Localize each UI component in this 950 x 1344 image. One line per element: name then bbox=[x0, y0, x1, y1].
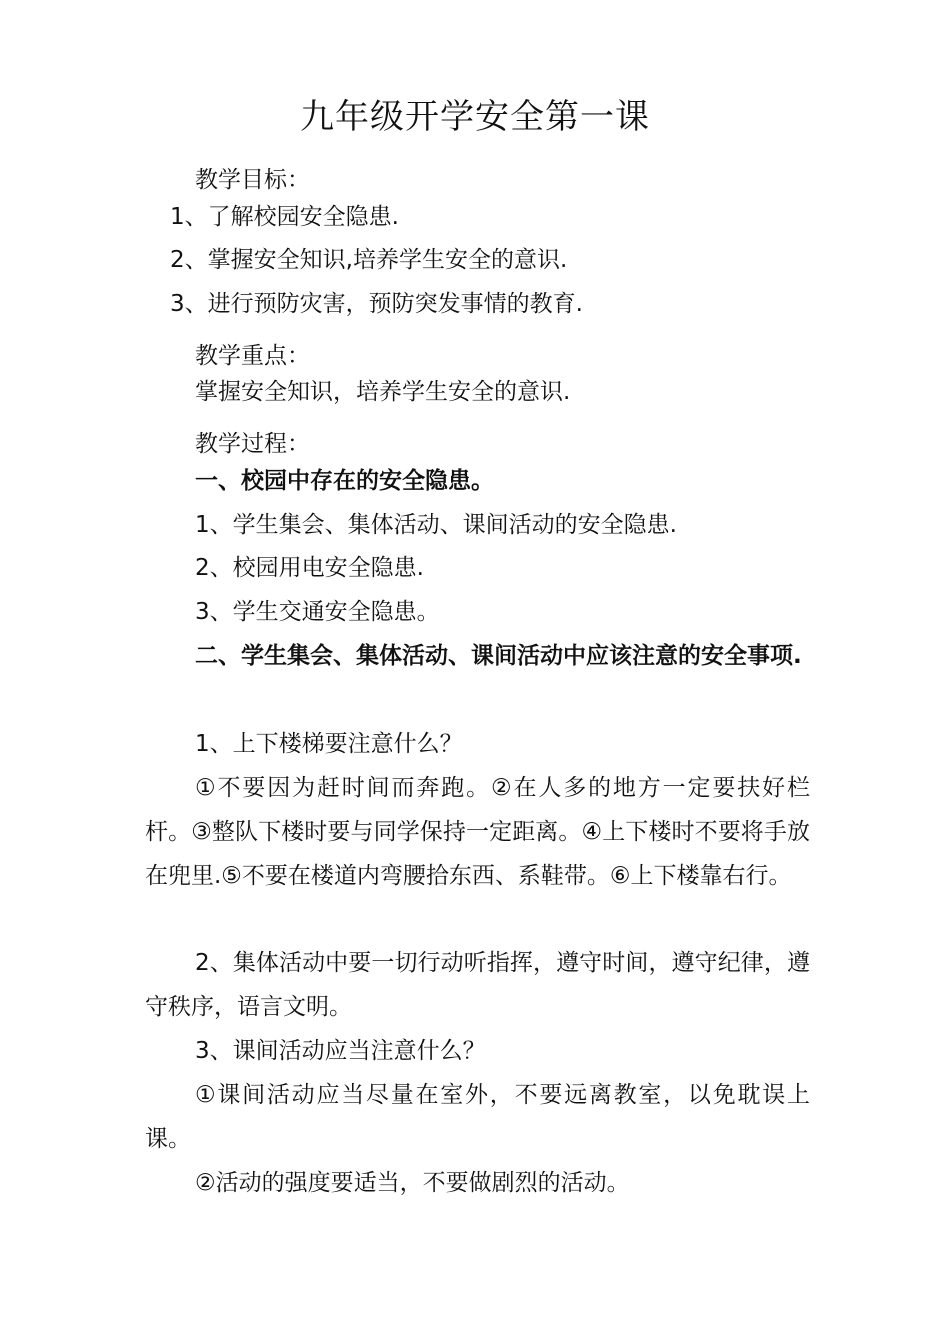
section-2-heading: 二、学生集会、集体活动、课间活动中应该注意的安全事项. bbox=[195, 643, 802, 669]
answer-3-part-2: ②活动的强度要适当，不要做剧烈的活动。 bbox=[195, 1170, 630, 1196]
objective-item: 1、了解校园安全隐患. bbox=[170, 204, 399, 230]
key-points-text: 掌握安全知识，培养学生安全的意识. bbox=[195, 379, 571, 405]
page-title: 九年级开学安全第一课 bbox=[300, 97, 650, 137]
question-3: 3、课间活动应当注意什么？ bbox=[195, 1038, 486, 1064]
section-1-item: 1、学生集会、集体活动、课间活动的安全隐患. bbox=[195, 512, 677, 538]
section-1-heading: 一、校园中存在的安全隐患。 bbox=[195, 468, 494, 494]
section-1-item: 2、校园用电安全隐患. bbox=[195, 555, 424, 581]
objectives-heading: 教学目标： bbox=[195, 167, 310, 193]
question-2: 2、集体活动中要一切行动听指挥，遵守时间，遵守纪律，遵守秩序，语言文明。 bbox=[145, 950, 810, 1020]
key-points-heading: 教学重点： bbox=[195, 343, 310, 369]
process-heading: 教学过程： bbox=[195, 431, 310, 457]
question-1: 1、上下楼梯要注意什么？ bbox=[195, 731, 463, 757]
section-1-item: 3、学生交通安全隐患。 bbox=[195, 599, 440, 625]
answer-1: ①不要因为赶时间而奔跑。②在人多的地方一定要扶好栏杆。③整队下楼时要与同学保持一定距离。④上下楼时不要将手放在兜里.⑤不要在楼道内弯腰拾东西、系鞋带。⑥上下楼靠右行。 bbox=[145, 775, 810, 889]
answer-3-part-1: ①课间活动应当尽量在室外，不要远离教室，以免耽误上课。 bbox=[145, 1082, 810, 1152]
objective-item: 3、进行预防灾害，预防突发事情的教育. bbox=[170, 291, 583, 317]
objective-item: 2、掌握安全知识,培养学生安全的意识. bbox=[170, 247, 568, 273]
